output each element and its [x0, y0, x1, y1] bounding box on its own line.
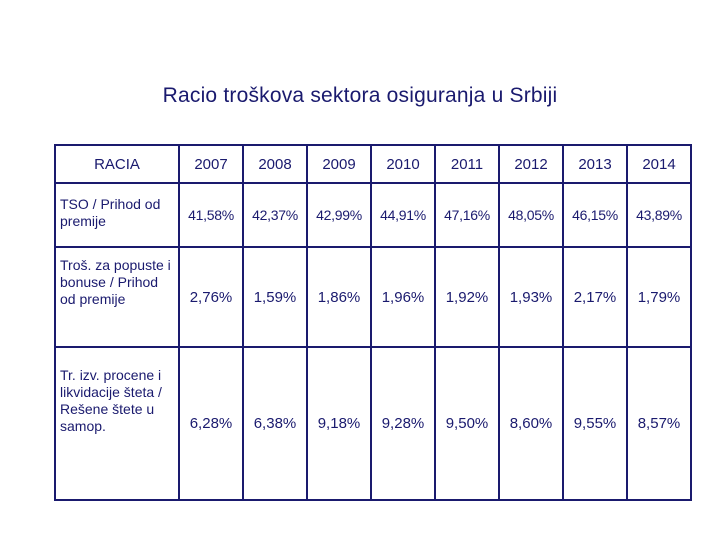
table-cell: 9,55%: [563, 347, 627, 500]
row-label: TSO / Prihod od premije: [55, 183, 179, 247]
page-title: Racio troškova sektora osiguranja u Srbiji: [162, 84, 558, 107]
table-cell: 1,96%: [371, 247, 435, 347]
table-row: [55, 247, 691, 347]
table-cell: 9,18%: [307, 347, 371, 500]
table-cell: 2,76%: [179, 247, 243, 347]
table-cell: 41,58%: [179, 183, 243, 247]
header-year: 2013: [563, 145, 627, 183]
table-cell: 8,57%: [627, 347, 691, 500]
header-year: 2010: [371, 145, 435, 183]
table-cell: 48,05%: [499, 183, 563, 247]
table-cell: 9,28%: [371, 347, 435, 500]
table-cell: 46,15%: [563, 183, 627, 247]
table-cell: 43,89%: [627, 183, 691, 247]
table-cell: 44,91%: [371, 183, 435, 247]
table-cell: 1,59%: [243, 247, 307, 347]
row-label: Troš. za popuste i bonuse / Prihod od premije: [55, 247, 179, 347]
table-cell: 6,38%: [243, 347, 307, 500]
table-row: [55, 347, 691, 500]
table-cell: 2,17%: [563, 247, 627, 347]
table-cell: 8,60%: [499, 347, 563, 500]
table-header-row: [55, 145, 691, 183]
table-row: [55, 183, 691, 247]
table-cell: 47,16%: [435, 183, 499, 247]
header-corner-label: RACIA: [55, 145, 179, 183]
header-year: 2009: [307, 145, 371, 183]
table-cell: 1,86%: [307, 247, 371, 347]
table-cell: 1,92%: [435, 247, 499, 347]
row-label: Tr. izv. procene i likvidacije šteta / Rešene štete u samop.: [55, 347, 179, 500]
table-cell: 1,79%: [627, 247, 691, 347]
header-year: 2012: [499, 145, 563, 183]
header-year: 2011: [435, 145, 499, 183]
table-cell: 6,28%: [179, 347, 243, 500]
table-cell: 42,99%: [307, 183, 371, 247]
header-year: 2014: [627, 145, 691, 183]
table-cell: 42,37%: [243, 183, 307, 247]
header-year: 2007: [179, 145, 243, 183]
table-cell: 9,50%: [435, 347, 499, 500]
header-year: 2008: [243, 145, 307, 183]
ratios-table: [54, 144, 692, 501]
table-cell: 1,93%: [499, 247, 563, 347]
